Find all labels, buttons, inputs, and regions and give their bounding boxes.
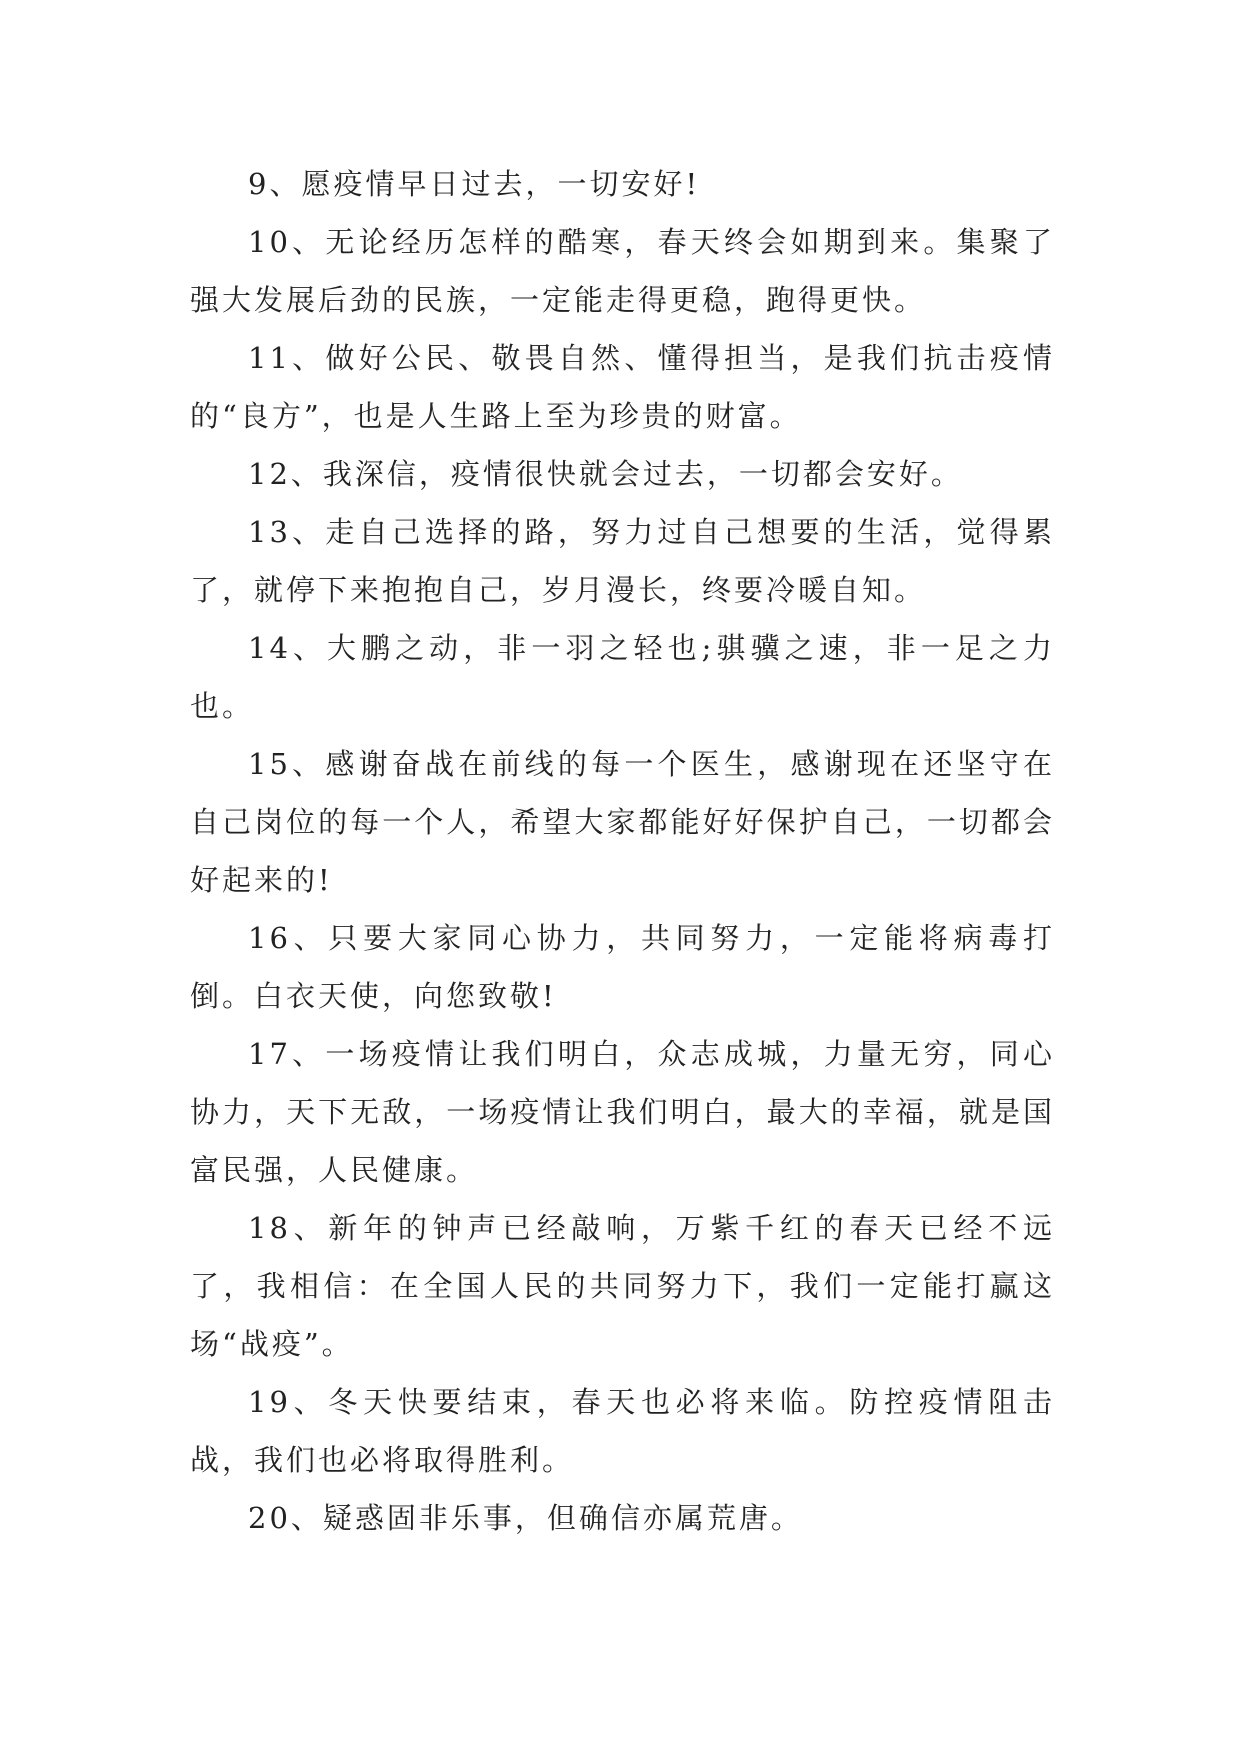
paragraph-20: 20、疑惑固非乐事，但确信亦属荒唐。 [248,1501,803,1535]
paragraph-11: 11、做好公民、敬畏自然、懂得担当，是我们抗击疫情的“良方”，也是人生路上至为珍贵的财富。 [190,341,1055,433]
paragraph-19: 19、冬天快要结束，春天也必将来临。防控疫情阻击战，我们也必将取得胜利。 [190,1385,1055,1477]
paragraph-15: 15、感谢奋战在前线的每一个医生，感谢现在还坚守在自己岗位的每一个人，希望大家都能好好保护自己，一切都会好起来的! [190,747,1055,897]
paragraph-12: 12、我深信，疫情很快就会过去，一切都会安好。 [248,457,963,491]
paragraph-13: 13、走自己选择的路，努力过自己想要的生活，觉得累了，就停下来抱抱自己，岁月漫长，终要冷暖自知。 [190,515,1055,607]
paragraph-16: 16、只要大家同心协力，共同努力，一定能将病毒打倒。白衣天使，向您致敬! [190,921,1055,1013]
paragraph-18: 18、新年的钟声已经敲响，万紫千红的春天已经不远了，我相信：在全国人民的共同努力下，我们一定能打赢这场“战疫”。 [190,1211,1055,1361]
paragraph-9: 9、愿疫情早日过去，一切安好! [248,167,701,201]
paragraph-17: 17、一场疫情让我们明白，众志成城，力量无穷，同心协力，天下无敌，一场疫情让我们明白，最大的幸福，就是国富民强，人民健康。 [190,1037,1055,1187]
paragraph-14: 14、大鹏之动，非一羽之轻也;骐骥之速，非一足之力也。 [190,631,1055,723]
document-body [190,155,1055,1547]
paragraph-10: 10、无论经历怎样的酷寒，春天终会如期到来。集聚了强大发展后劲的民族，一定能走得更稳，跑得更快。 [190,225,1055,317]
